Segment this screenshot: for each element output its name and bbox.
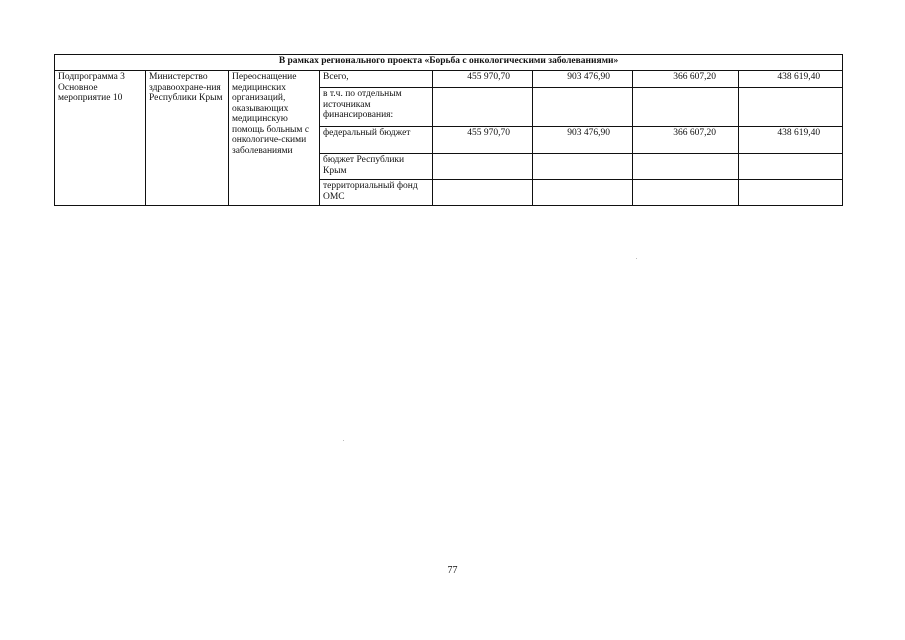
value-cell: 903 476,90 bbox=[533, 71, 633, 88]
value-cell bbox=[633, 180, 739, 206]
value-cell bbox=[533, 88, 633, 127]
source-cell: бюджет Республики Крым bbox=[320, 154, 433, 180]
value-cell bbox=[739, 154, 843, 180]
value-cell: 455 970,70 bbox=[433, 127, 533, 154]
value-cell: 455 970,70 bbox=[433, 71, 533, 88]
value-cell bbox=[633, 88, 739, 127]
scan-speck bbox=[636, 258, 637, 259]
value-cell bbox=[433, 88, 533, 127]
value-cell bbox=[739, 88, 843, 127]
value-cell: 438 619,40 bbox=[739, 71, 843, 88]
program-cell: Подпрограмма 3 Основное мероприятие 10 bbox=[55, 71, 146, 206]
value-cell bbox=[533, 180, 633, 206]
value-cell bbox=[433, 154, 533, 180]
value-cell: 903 476,90 bbox=[533, 127, 633, 154]
value-cell bbox=[533, 154, 633, 180]
value-cell bbox=[633, 154, 739, 180]
activity-cell: Переоснащение медицинских организаций, оказывающих медицинскую помощь больным с онкологиче-скими заболеваниями bbox=[229, 71, 320, 206]
source-cell: территориальный фонд ОМС bbox=[320, 180, 433, 206]
section-title: В рамках регионального проекта «Борьба с онкологическими заболеваниями» bbox=[55, 55, 843, 71]
value-cell: 366 607,20 bbox=[633, 127, 739, 154]
source-cell: федеральный бюджет bbox=[320, 127, 433, 154]
executor-cell: Министерство здравоохране-ния Республики Крым bbox=[146, 71, 229, 206]
financing-table bbox=[54, 54, 843, 206]
value-cell: 438 619,40 bbox=[739, 127, 843, 154]
value-cell bbox=[433, 180, 533, 206]
value-cell bbox=[739, 180, 843, 206]
value-cell: 366 607,20 bbox=[633, 71, 739, 88]
source-cell: в т.ч. по отдельным источникам финансирования: bbox=[320, 88, 433, 127]
source-cell: Всего, bbox=[320, 71, 433, 88]
page-number: 77 bbox=[447, 565, 458, 576]
scan-speck bbox=[343, 440, 344, 441]
